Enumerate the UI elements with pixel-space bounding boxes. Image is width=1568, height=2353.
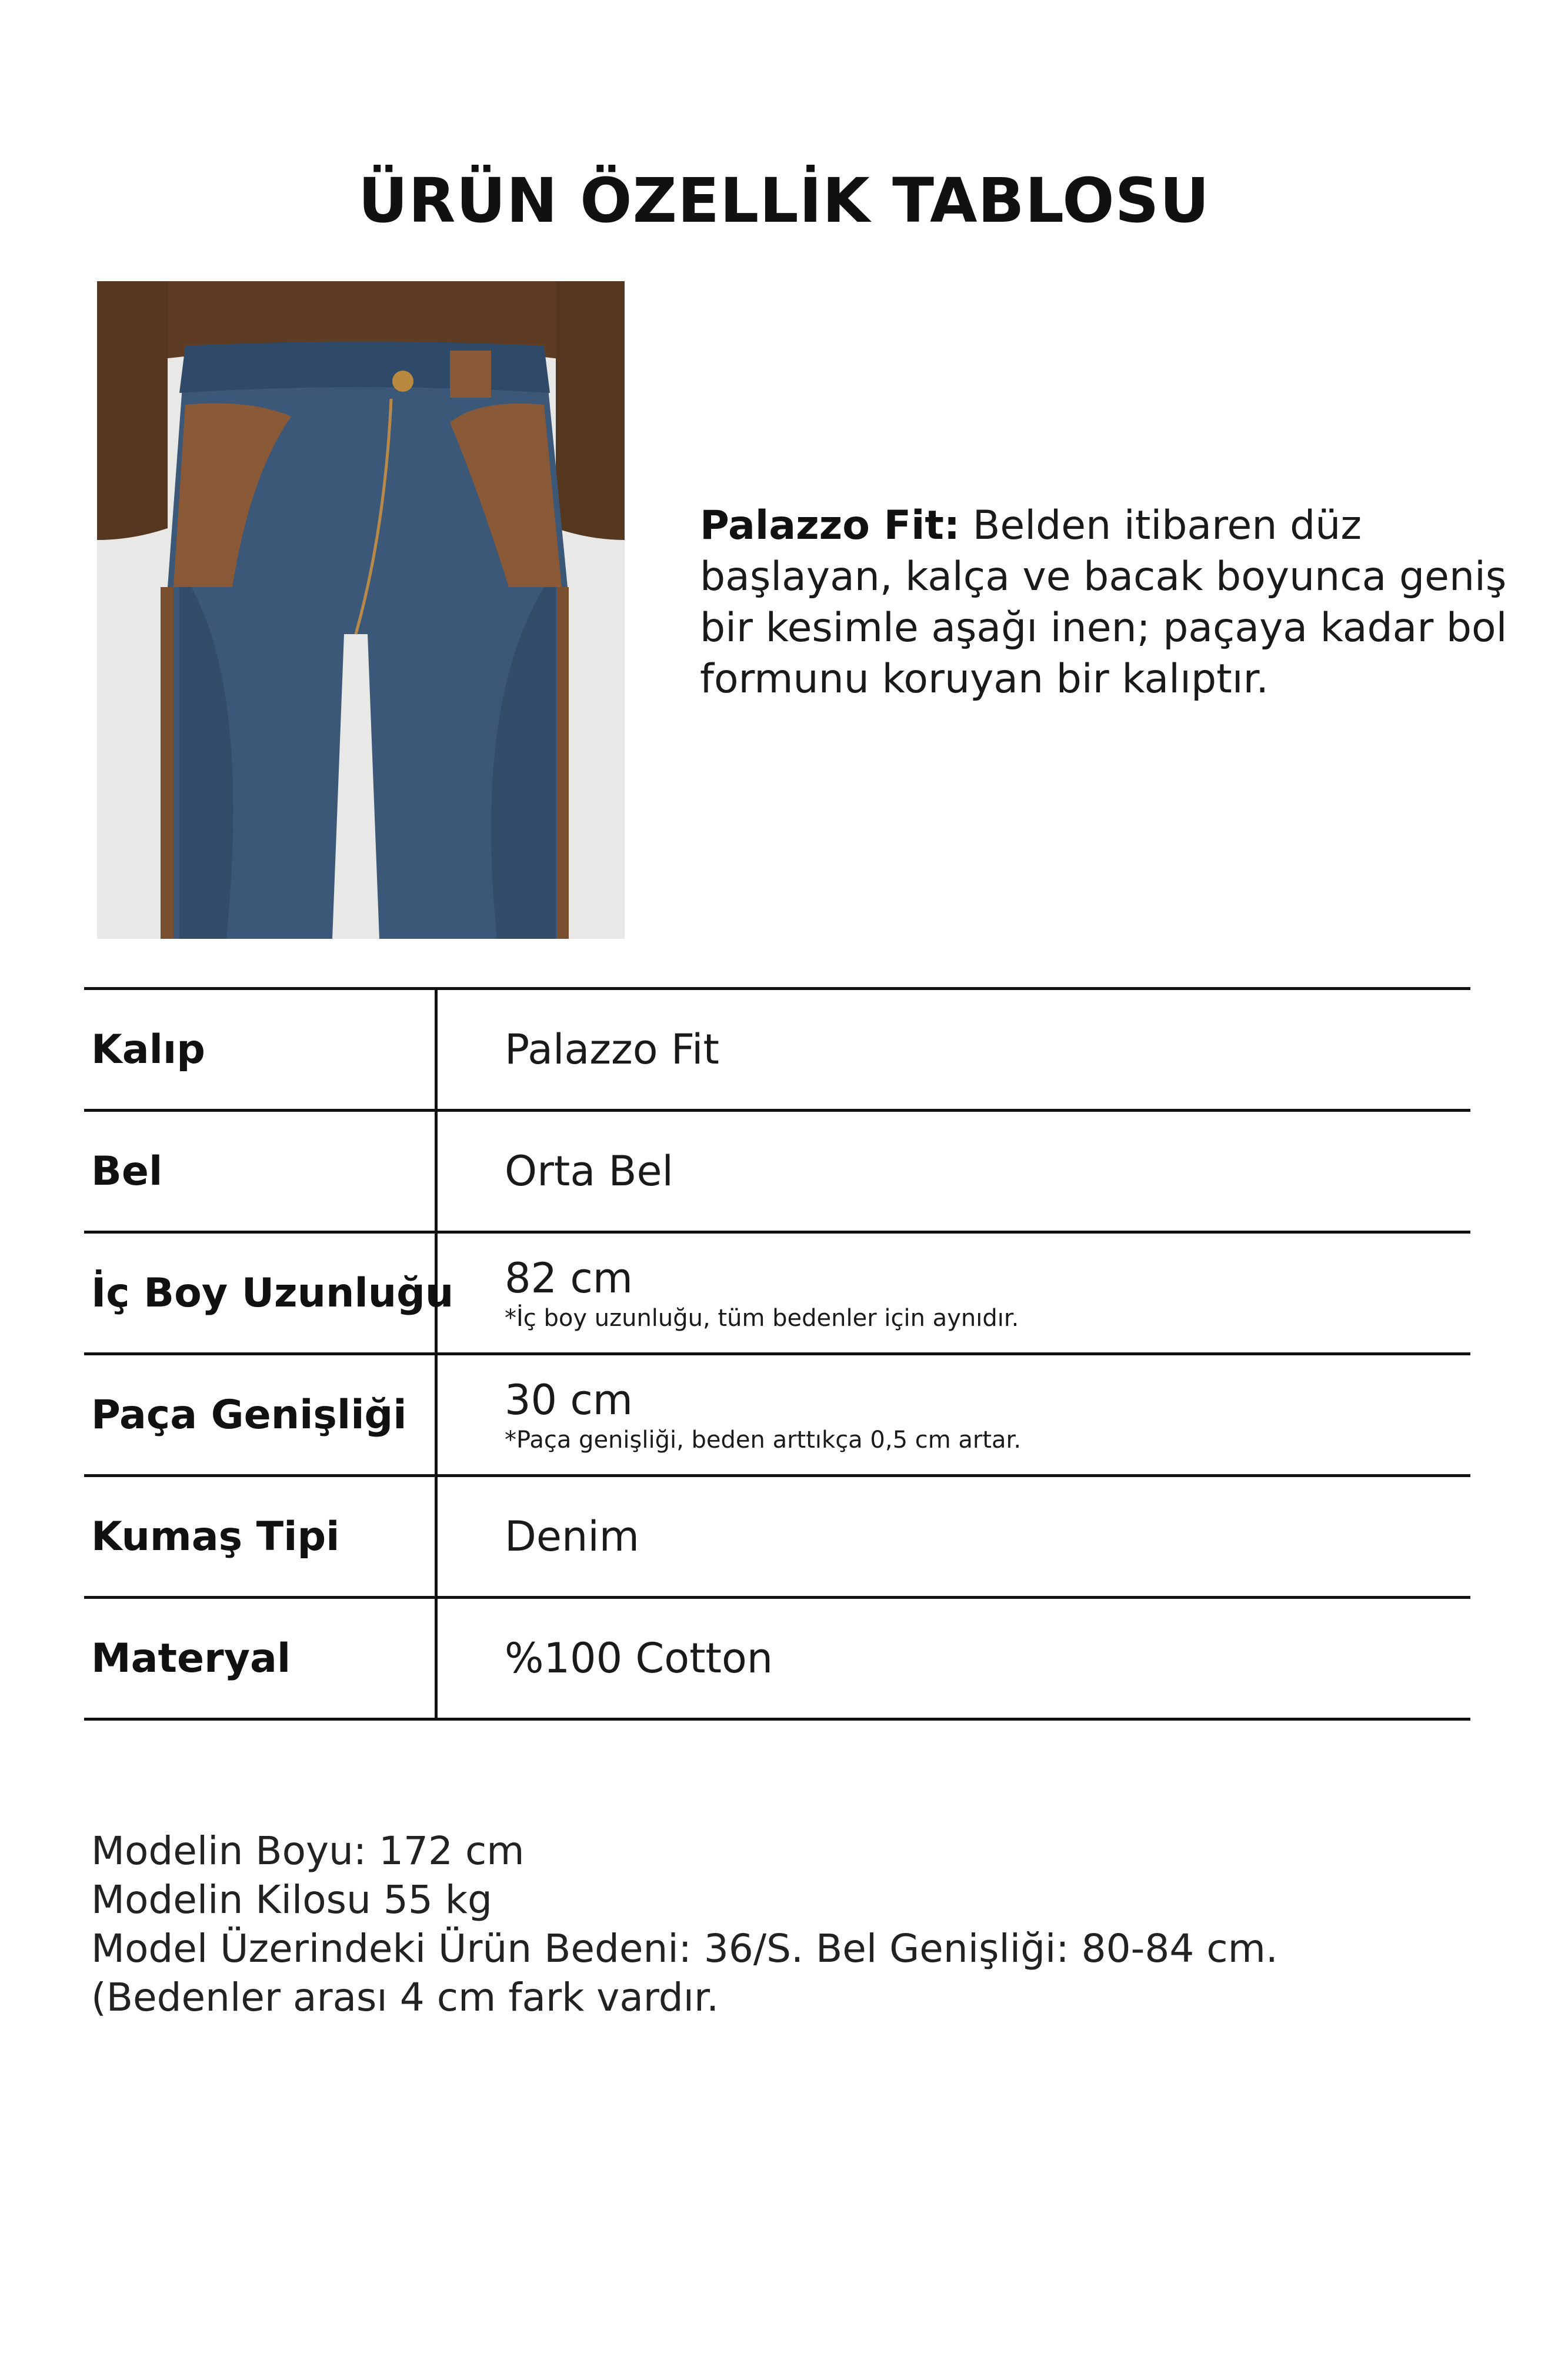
spec-row-kumas: [84, 1477, 1470, 1599]
spec-value-cell: [505, 990, 1446, 1109]
model-info: [91, 1827, 1503, 2022]
spec-row-materyal: [84, 1599, 1470, 1721]
column-divider: [435, 1112, 438, 1231]
spec-note: *İç boy uzunluğu, tüm bedenler için aynıdır.: [505, 1305, 1019, 1332]
spec-value: 82 cm: [505, 1254, 633, 1302]
spec-value-cell: [505, 1112, 1446, 1231]
model-weight: Modelin Kilosu 55 kg: [91, 1877, 492, 1922]
spec-label: İç Boy Uzunluğu: [91, 1269, 454, 1317]
page-title: ÜRÜN ÖZELLİK TABLOSU: [358, 165, 1210, 236]
spec-label: Paça Genişliği: [91, 1391, 407, 1438]
column-divider: [435, 1355, 438, 1474]
column-divider: [435, 1477, 438, 1596]
spec-value: Denim: [505, 1512, 639, 1561]
column-divider: [435, 1599, 438, 1718]
spec-value-cell: [505, 1477, 1446, 1596]
spec-value: Palazzo Fit: [505, 1025, 719, 1074]
model-height: Modelin Boyu: 172 cm: [91, 1828, 525, 1874]
fit-description: [700, 500, 1535, 705]
spec-label: Bel: [91, 1148, 163, 1195]
fit-term: Palazzo Fit:: [700, 502, 960, 549]
product-photo: [97, 281, 625, 939]
column-divider: [435, 990, 438, 1109]
spec-label: Materyal: [91, 1635, 291, 1682]
spec-value-cell: [505, 1599, 1446, 1718]
spec-row-kalip: [84, 990, 1470, 1112]
spec-label: Kalıp: [91, 1026, 205, 1073]
spec-row-ic-boy: [84, 1234, 1470, 1355]
spec-value-cell: [505, 1234, 1446, 1352]
jeans-illustration: [97, 281, 625, 939]
fit-text: Belden itibaren düz başlayan, kalça ve bacak boyunca geniş bir kesimle aşağı inen; paçaya kadar bol formunu koruyan bir kalıptır.: [700, 502, 1507, 702]
spec-row-paca: [84, 1355, 1470, 1477]
spec-value: %100 Cotton: [505, 1634, 773, 1682]
spec-value-cell: [505, 1355, 1446, 1474]
spec-note: *Paça genişliği, beden arttıkça 0,5 cm artar.: [505, 1427, 1022, 1454]
model-size: Model Üzerindeki Ürün Bedeni: 36/S. Bel Genişliği: 80-84 cm. (Bedenler arası 4 cm fark vardır.: [91, 1926, 1278, 2020]
spec-table: [84, 987, 1470, 1721]
spec-value: 30 cm: [505, 1376, 633, 1424]
spec-row-bel: [84, 1112, 1470, 1234]
spec-value: Orta Bel: [505, 1147, 674, 1195]
spec-label: Kumaş Tipi: [91, 1513, 340, 1560]
